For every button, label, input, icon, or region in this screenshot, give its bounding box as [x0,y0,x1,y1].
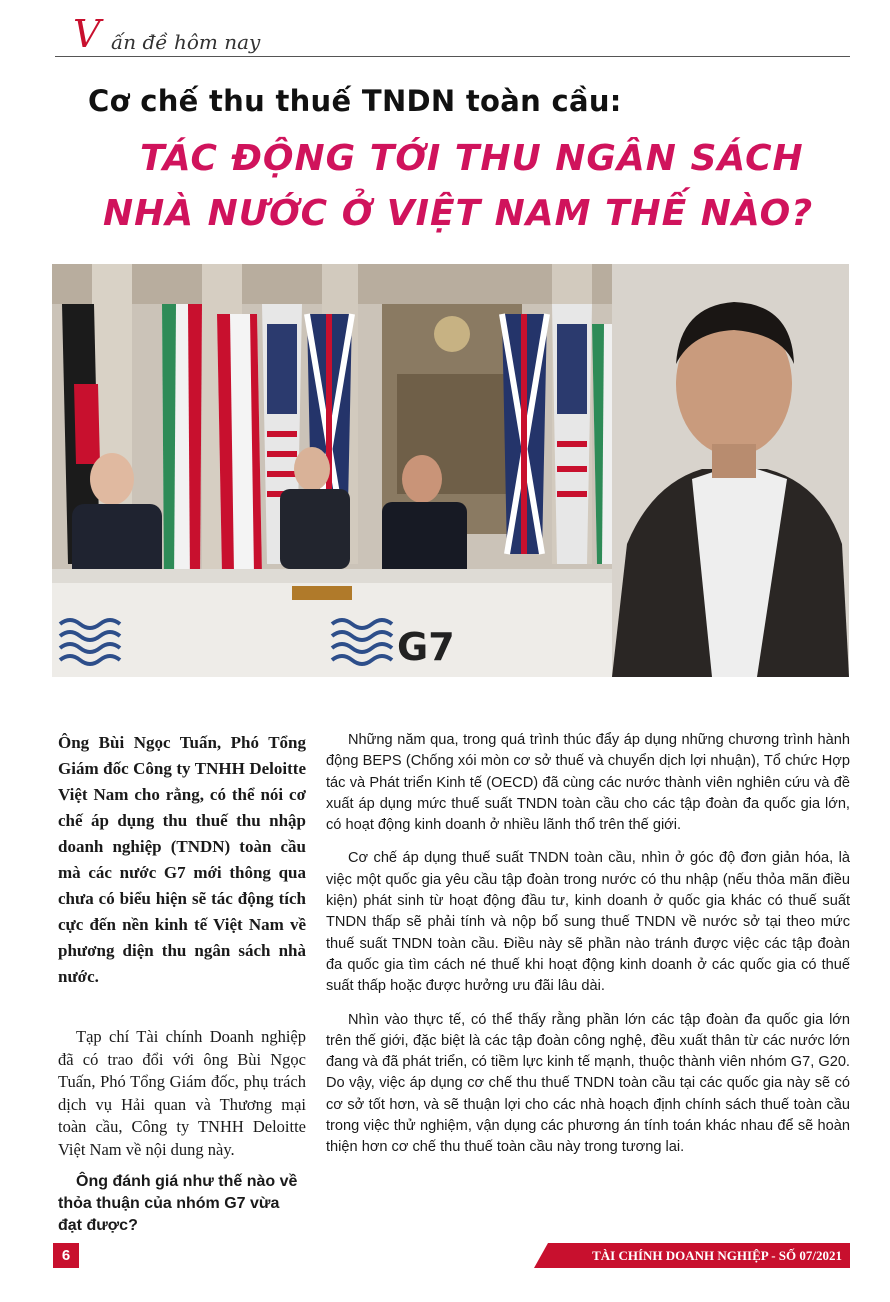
publication-footer: TÀI CHÍNH DOANH NGHIỆP - SỐ 07/2021 [548,1243,850,1268]
page-number: 6 [53,1243,79,1268]
intro-paragraph: Tạp chí Tài chính Doanh nghiệp đã có trao đổi với ông Bùi Ngọc Tuấn, Phó Tổng Giám đốc, phụ trách dịch vụ Hải quan và Thương mại toàn cầu, Công ty TNHH Deloitte Việt Nam về nội dung này. [58,1027,306,1159]
left-column [58,730,306,1237]
body-paragraph: Những năm qua, trong quá trình thúc đẩy áp dụng những chương trình hành động BEPS (Chống xói mòn cơ sở thuế và chuyển dịch lợi nhuận), Tổ chức Hợp tác và Phát triển Kinh tế (OECD) đã cùng các nước thành viên nghiên cứu và đề xuất áp dụng mức thuế suất TNDN toàn cầu cho các tập đoàn đa quốc gia lớn, có hoạt động kinh doanh ở nhiều lãnh thổ trên thế giới. [326,732,850,834]
section-header [55,12,850,57]
section-initial: V [73,12,101,56]
article-headline-line1: TÁC ĐỘNG TỚI THU NGÂN SÁCH [140,138,804,179]
body-paragraph: Cơ chế áp dụng thuế suất TNDN toàn cầu, nhìn ở góc độ đơn giản hóa, là việc một quốc gia yêu cầu tập đoàn trong nước có thu nhập (nếu thỏa mãn điều kiện) phát sinh từ hoạt động đầu tư, kinh doanh ở quốc gia khác có thuế suất TNDN thấp sẽ phải tính và nộp bổ sung thuế TNDN về nước sở tại theo mức thuế suất TNDN toàn cầu. Điều này sẽ phần nào tránh được việc các tập đoàn đa quốc gia tìm cách né thuế khi hoạt động kinh doanh ở các quốc gia có thuế suất thấp hoặc được hưởng ưu đãi lâu dài. [326,850,850,995]
article-kicker: Cơ chế thu thuế TNDN toàn cầu: [88,84,622,118]
article-headline-line2: NHÀ NƯỚC Ở VIỆT NAM THẾ NÀO? [103,193,814,234]
g7-sign: G7 [397,625,455,669]
section-title: ấn đề hôm nay [111,30,261,54]
article-photo [52,264,849,677]
interview-question: Ông đánh giá như thế nào về thỏa thuận của nhóm G7 vừa đạt được? [58,1173,298,1234]
lead-paragraph: Ông Bùi Ngọc Tuấn, Phó Tổng Giám đốc Công ty TNHH Deloitte Việt Nam cho rằng, có thể nói cơ chế áp dụng thu thuế thu nhập doanh nghiệp (TNDN) toàn cầu mà các nước G7 mới thông qua chưa có biểu hiện sẽ tác động tích cực đến nền kinh tế Việt Nam về phương diện thu ngân sách nhà nước. [58,733,306,986]
right-column [326,730,850,1171]
body-paragraph: Nhìn vào thực tế, có thể thấy rằng phần lớn các tập đoàn đa quốc gia lớn trên thế giới, đặc biệt là các tập đoàn công nghệ, đều xuất thân từ các nước lớn đang và đã phát triển, có tiềm lực kinh tế mạnh, thuộc thành viên nhóm G7, G20. Do vậy, việc áp dụng cơ chế thu thuế TNDN toàn cầu tại các quốc gia này sẽ có cơ sở tốt hơn, và sẽ thuận lợi cho các nhà hoạch định chính sách thuế toàn cầu trong việc thử nghiệm, vận dụng các phương án tính toán khác nhau để sẽ hoàn thiện hơn cơ chế thu thuế toàn cầu này trong tương lai. [326,1011,850,1156]
g7-meeting-photo [52,264,849,677]
